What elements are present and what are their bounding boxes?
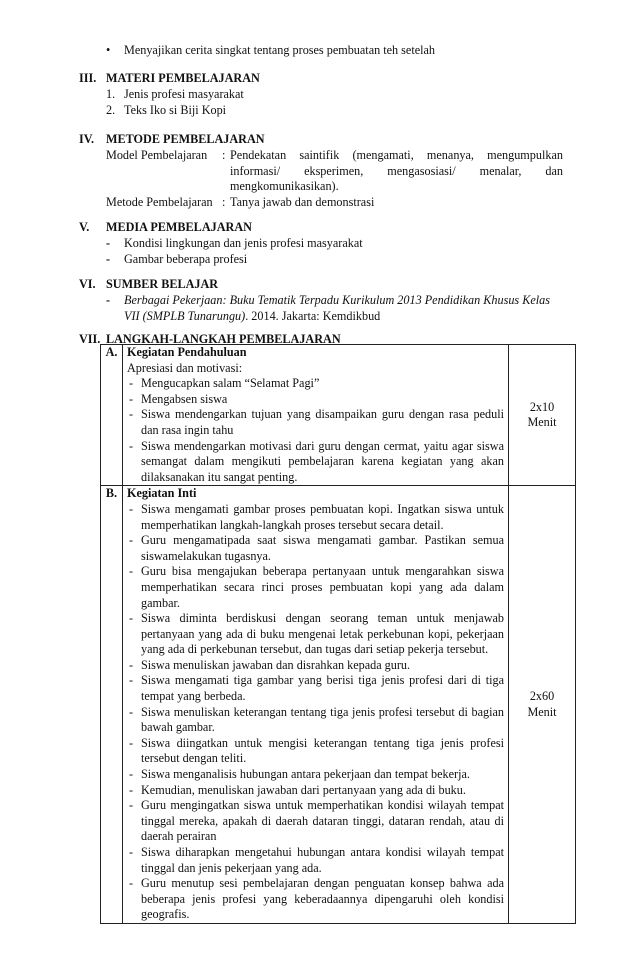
colon: : (222, 195, 226, 209)
time-unit: Menit (527, 704, 557, 719)
dash-marker: - (129, 533, 134, 548)
dash-marker: - (129, 564, 134, 579)
dash-marker: - (129, 845, 134, 859)
media-item-text: Kondisi lingkungan dan jenis profesi masyarakat (124, 236, 363, 250)
dash-marker: - (129, 391, 134, 406)
list-item-text: Mengabsen siswa (141, 391, 228, 406)
list-item (127, 439, 504, 486)
model-word: informasi/ (230, 164, 281, 178)
inti-heading: Kegiatan Inti (127, 486, 197, 501)
list-item (127, 705, 504, 736)
langkah-table (100, 344, 576, 924)
list-item-text: Guru mengingatkan siswa untuk memperhatikan kondisi wilayah tempat tinggal mereka, apakah di daerah dataran tinggi, dataran rendah, atau di daerah perairan (141, 798, 504, 844)
section-title-langkah: LANGKAH-LANGKAH PEMBELAJARAN (106, 332, 341, 346)
model-line-2 (230, 164, 563, 180)
dash-marker: - (129, 782, 134, 797)
dash-marker: - (129, 376, 134, 391)
dash-marker: - (106, 293, 111, 307)
list-item-text: Siswa diminta berdiskusi dengan seorang teman untuk menjawab pertanyaan yang ada di buku mengenai letak perkebunan kopi, pekerjaan yang ada di perkebunan tersebut, dan tugas dari setiap pekerja tersebut. (141, 611, 504, 657)
model-word: menalar, (479, 164, 522, 178)
list-item (127, 673, 504, 704)
row-letter-a: A. (101, 345, 123, 486)
dash-marker: - (106, 236, 111, 250)
section-title-metode: METODE PEMBELAJARAN (106, 132, 265, 146)
list-item (127, 845, 504, 876)
list-item-text: Siswa mendengarkan motivasi dari guru dengan cermat, yaitu agar siswa semangat dalam mengikuti pembelajaran karena kegiatan yang akan dilaksanakan itu sangat penting. (141, 438, 504, 484)
list-item (127, 564, 504, 611)
list-number: 1. (106, 87, 116, 101)
time-value: 2x10 (529, 399, 555, 414)
list-item-text: Guru bisa mengajukan beberapa pertanyaan untuk mengarahkan siswa memperhatikan secara rinci proses pembuatan kopi yang ada dalam gambar. (141, 564, 504, 610)
list-number: 2. (106, 103, 116, 117)
dash-marker: - (129, 438, 134, 453)
list-item (127, 783, 504, 799)
list-item-text: Kemudian, menuliskan jawaban dari pertanyaan yang ada di buku. (141, 782, 466, 797)
dash-marker: - (129, 876, 134, 891)
model-word: (mengamati, (352, 148, 414, 162)
list-item-text: Siswa menganalisis hubungan antara pekerjaan dan tempat bekerja. (141, 767, 470, 782)
model-word: saintifik (299, 148, 340, 162)
list-item-text: Siswa mengamati tiga gambar yang berisi tiga jenis profesi dari di tiga tempat yang berbeda. (141, 673, 504, 704)
dash-marker: - (129, 673, 134, 688)
media-item-text: Gambar beberapa profesi (124, 252, 248, 266)
colon: : (222, 148, 226, 162)
list-item-text: Siswa menuliskan jawaban dan disrahkan kepada guru. (141, 657, 411, 672)
table-row-pendahuluan (101, 345, 576, 486)
materi-item-2 (106, 103, 226, 119)
section-number-5: V. (79, 220, 90, 234)
pendahuluan-intro: Apresiasi dan motivasi: (127, 360, 243, 375)
list-item-text: Guru menutup sesi pembelajaran dengan penguatan konsep bahwa ada beberapa jenis profesi yang keberadaannya dipengaruhi oleh kondisi geografis. (141, 876, 504, 922)
pendahuluan-heading: Kegiatan Pendahuluan (127, 345, 247, 359)
section-number-6: VI. (79, 277, 96, 291)
dash-marker: - (106, 252, 111, 266)
list-item-text: Siswa mengamati gambar proses pembuatan kopi. Ingatkan siswa untuk memperhatikan langkah-langkah proses tersebut secara detail. (141, 501, 504, 532)
dash-marker: - (129, 767, 134, 782)
dash-marker: - (129, 501, 134, 516)
sumber-line-2 (124, 309, 380, 325)
list-item (127, 407, 504, 438)
model-line-3: mengkomunikasikan). (230, 179, 339, 193)
list-item (127, 798, 504, 845)
pendahuluan-list (127, 376, 504, 485)
list-item (127, 533, 504, 564)
list-item (127, 876, 504, 923)
time-value: 2x60 (529, 689, 555, 704)
inti-time (509, 486, 576, 924)
dash-marker: - (129, 798, 134, 813)
model-line-1 (230, 148, 563, 164)
row-letter-b: B. (101, 486, 123, 924)
list-item-text: Siswa diharapkan mengetahui hubungan antara kondisi wilayah tempat tinggal dan jenis pekerjaan yang ada. (141, 845, 504, 875)
dash-marker: - (129, 611, 134, 626)
inti-cell (123, 486, 509, 924)
bullet-marker: • (106, 43, 111, 57)
time-unit: Menit (527, 415, 557, 430)
model-word: dan (545, 164, 563, 178)
model-word: menanya, (426, 148, 474, 162)
materi-item-text: Teks Iko si Biji Kopi (124, 103, 227, 117)
list-item-text: Guru mengamatipada saat siswa mengamati gambar. Pastikan semua siswamelakukan tugasnya. (141, 533, 504, 563)
list-item-text: Mengucapkan salam “Selamat Pagi” (141, 376, 320, 391)
section-title-sumber: SUMBER BELAJAR (106, 277, 219, 291)
dash-marker: - (129, 735, 134, 750)
model-word: mengasosiasi/ (387, 164, 456, 178)
list-item (127, 736, 504, 767)
dash-marker: - (129, 657, 134, 672)
list-item (127, 658, 504, 674)
materi-item-1 (106, 87, 244, 103)
table-row-inti (101, 486, 576, 924)
model-word: Pendekatan (230, 148, 287, 162)
section-title-media: MEDIA PEMBELAJARAN (106, 220, 252, 234)
list-item-text: Siswa menuliskan keterangan tentang tiga jenis profesi tersebut di bagian bawah gambar. (141, 704, 504, 735)
list-item (127, 611, 504, 658)
sumber-line-1: Berbagai Pekerjaan: Buku Tematik Terpadu Kurikulum 2013 Pendidikan Khusus Kelas (124, 293, 550, 307)
list-item (127, 376, 504, 392)
section-number-4: IV. (79, 132, 95, 146)
objective-text: Menyajikan cerita singkat tentang proses pembuatan teh setelah (124, 43, 436, 57)
model-word: mengumpulkan (487, 148, 563, 162)
list-item (127, 392, 504, 408)
sumber-publication: . 2014. Jakarta: Kemdikbud (245, 309, 381, 323)
section-title-materi: MATERI PEMBELAJARAN (106, 71, 260, 85)
section-number-3: III. (79, 71, 97, 85)
metode-value: Tanya jawab dan demonstrasi (230, 195, 375, 209)
materi-item-text: Jenis profesi masyarakat (124, 87, 244, 101)
section-number-7: VII. (79, 332, 101, 346)
pendahuluan-time (509, 345, 576, 486)
list-item-text: Siswa diingatkan untuk mengisi keterangan tentang tiga jenis profesi tersebut dengan teliti. (141, 735, 504, 766)
model-label: Model Pembelajaran (106, 148, 208, 162)
list-item (127, 502, 504, 533)
list-item-text: Siswa mendengarkan tujuan yang disampaikan guru dengan rasa peduli dan rasa ingin tahu (141, 407, 504, 437)
dash-marker: - (129, 704, 134, 719)
dash-marker: - (129, 407, 134, 422)
pendahuluan-cell (123, 345, 509, 486)
sumber-book-subtitle: VII (SMPLB Tunarungu) (124, 309, 246, 323)
objective-bullet (106, 43, 435, 59)
inti-list (127, 502, 504, 923)
model-word: eksperimen, (304, 164, 364, 178)
metode-label: Metode Pembelajaran (106, 195, 213, 209)
list-item (127, 767, 504, 783)
